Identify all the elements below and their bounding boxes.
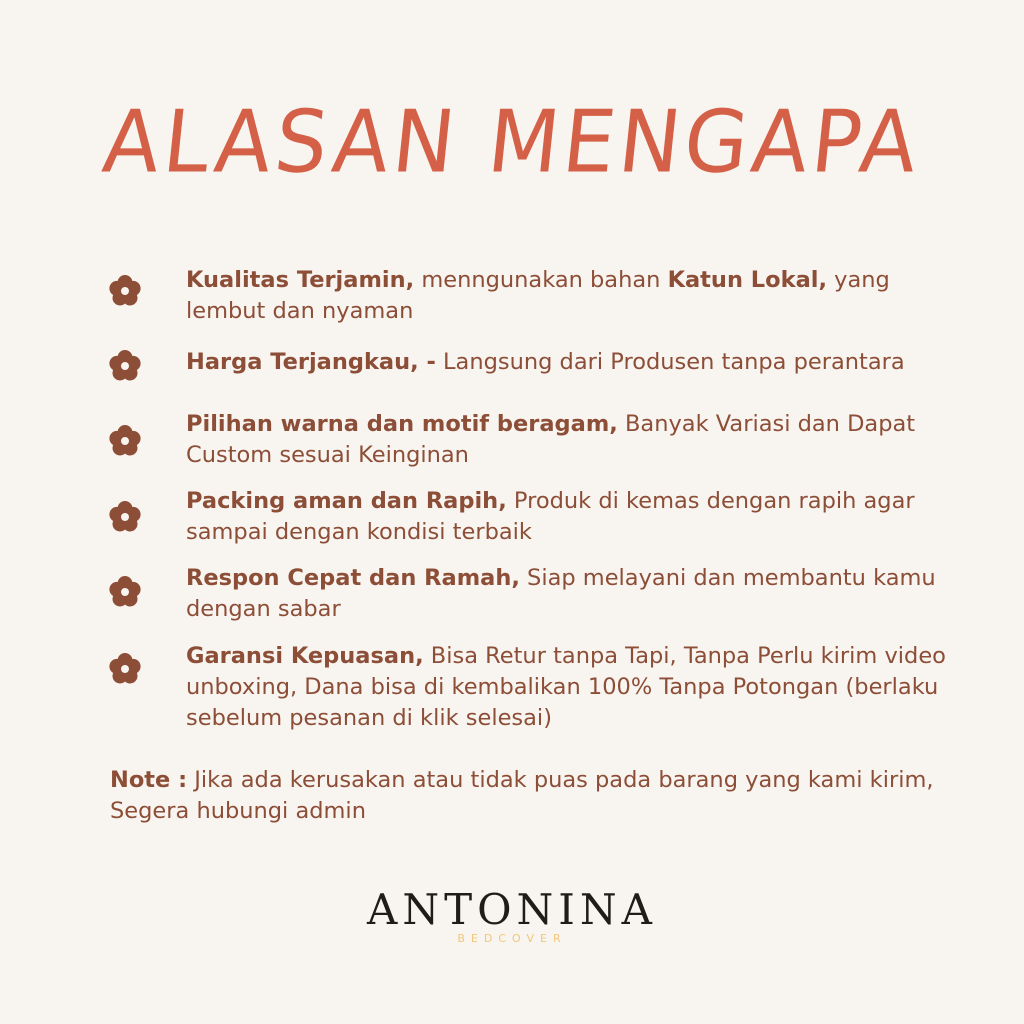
highlight-text: Katun Lokal,: [667, 267, 828, 293]
list-item: [0, 265, 1024, 335]
reason-heading: Harga Terjangkau, -: [186, 349, 436, 375]
reason-heading: Kualitas Terjamin,: [186, 267, 415, 293]
list-item: [0, 347, 1024, 417]
logo-subtitle: BEDCOVER: [457, 932, 567, 945]
list-item: [0, 486, 1024, 556]
reason-heading: Garansi Kepuasan,: [186, 643, 424, 669]
reason-heading: Packing aman dan Rapih,: [186, 488, 507, 514]
list-item: [0, 641, 1024, 741]
flower-icon: [108, 500, 142, 534]
reason-heading: Pilihan warna dan motif beragam,: [186, 411, 618, 437]
flower-icon: [108, 349, 142, 383]
flower-icon: [108, 424, 142, 458]
brand-logo: [0, 885, 1024, 955]
list-item: [0, 409, 1024, 479]
flower-icon: [108, 575, 142, 609]
reason-text: Harga Terjangkau, - Langsung dari Produsen tanpa perantara: [186, 349, 905, 375]
note-text: Note : Jika ada kerusakan atau tidak puas pada barang yang kami kirim, Segera hubungi admin: [110, 767, 934, 824]
logo-name: ANTONINA: [367, 885, 657, 934]
reason-text: Packing aman dan Rapih, Produk di kemas dengan rapih agar sampai dengan kondisi terbaik: [186, 488, 915, 545]
reason-text: Pilihan warna dan motif beragam, Banyak Variasi dan Dapat Custom sesuai Keinginan: [186, 411, 916, 468]
page-title: ALASAN MENGAPA: [98, 92, 926, 193]
flower-icon: [108, 652, 142, 686]
reason-text: Kualitas Terjamin, menngunakan bahan Katun Lokal, yang lembut dan nyaman: [186, 267, 890, 324]
reason-heading: Respon Cepat dan Ramah,: [186, 565, 520, 591]
flower-icon: [108, 274, 142, 308]
reason-text: Respon Cepat dan Ramah, Siap melayani dan membantu kamu dengan sabar: [186, 565, 936, 622]
reason-text: Garansi Kepuasan, Bisa Retur tanpa Tapi, Tanpa Perlu kirim video unboxing, Dana bisa di kembalikan 100% Tanpa Potongan (berlaku sebelum pesanan di klik selesai): [186, 643, 946, 731]
note-label: Note :: [110, 767, 188, 793]
list-item: [0, 563, 1024, 633]
